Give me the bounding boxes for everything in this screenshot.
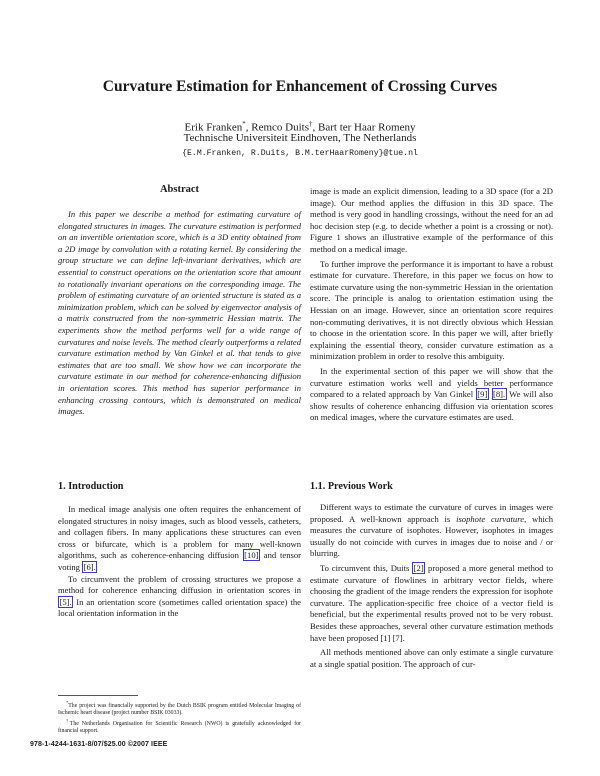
- author-separator: ,: [312, 121, 319, 134]
- paragraph: [58, 574, 301, 620]
- paper-title: Curvature Estimation for Enhancement of Crossing Curves: [102, 78, 498, 95]
- footnote-mark: *: [66, 700, 69, 705]
- footnote-mark-1: *: [242, 120, 246, 128]
- author-separator: ,: [245, 121, 252, 134]
- paragraph: [310, 563, 553, 644]
- abstract-heading: Abstract: [159, 184, 200, 195]
- introduction-body: [58, 504, 301, 620]
- footnote-1: [58, 699, 301, 717]
- previous-work-body: [310, 502, 553, 670]
- footnote-mark: †: [66, 717, 70, 723]
- subsection-heading-previous-work: 1.1. Previous Work: [310, 481, 393, 492]
- citation-link-8[interactable]: [8].: [493, 389, 506, 400]
- paragraph-text: In the experimental section of this paper we will show that the curvature estimation works well and yields better performance compared to a related approach by Van Ginkel: [310, 365, 553, 400]
- isbn-copyright: 978-1-4244-1631-8/07/$25.00 ©2007 IEEE: [30, 741, 168, 748]
- paragraph-text: and tensor voting: [58, 550, 301, 572]
- paragraph: To further improve the performance it is important to have a robust estimate for curvature. Therefore, in this paper we focus on how to estimate curvature using the non-symmetric Hessian in the orientation score. The principle is analog to orientation estimation using the Hessian on an image. However, since an orientation score requires non-commuting derivatives, it is not directly obvious which Hessian to choose in the orientation score. In this paper we will, after briefly explaining the essential theory, consider curvature estimation as a minimization problem in order to resolve this ambiguity.: [310, 258, 553, 362]
- emphasis-text: isophote curvature: [456, 513, 525, 524]
- right-column-body: [310, 186, 553, 424]
- paragraph: [58, 504, 301, 574]
- paragraph-text: , which measures the curvature of isophotes. However, isophotes in images usually do not coincide with curves in images due to noise and / or blurring.: [310, 513, 553, 559]
- paragraph: [310, 502, 553, 560]
- citation-link-5[interactable]: [5].: [59, 596, 72, 607]
- paragraph-text: proposed a more general method to estimate curvature of flowlines in arbitrary vector fields, where choosing the gradient of the image renders the expression for isophote curvature. The application-specific free choice of a vector field is beneficial, but the experimental results proved not to be very robust. Besides these approaches, several other curvature estimation methods have been proposed [1] [7].: [310, 562, 553, 643]
- author-romeny: Bart ter Haar Romeny: [318, 121, 416, 134]
- footnote-2: [58, 717, 301, 735]
- paragraph-text: To circumvent the problem of crossing structures we propose a method for coherence enhancing diffusion in orientation scores in: [58, 573, 301, 596]
- paragraph: [310, 366, 553, 424]
- footnote-rule: [58, 695, 138, 696]
- citation-link-10[interactable]: [10]: [244, 550, 259, 561]
- citation-link-9[interactable]: [9]: [477, 389, 488, 400]
- footnote-mark-2: †: [309, 120, 313, 128]
- citation-link-6[interactable]: [6].: [83, 561, 96, 572]
- footnote-text: The project was financially supported by the Dutch BSIK program entitled Molecular Imaging of Ischemic heart disease (project number BSIK 03033).: [58, 702, 301, 716]
- author-email: {E.M.Franken, R.Duits, B.M.terHaarRomeny}@tue.nl: [182, 149, 418, 158]
- footnotes: [58, 699, 301, 735]
- paragraph: image is made an explicit dimension, leading to a 3D space (for a 2D image). Our method applies the diffusion in this 3D space. The method is very good in handling crossings, without the need for an ad hoc decision step (e.g. to decide whether a point is a crossing or not). Figure 1 shows an illustrative example of the performance of this method on a medical image.: [310, 186, 553, 254]
- paragraph-text: In an orientation score (sometimes called orientation space) the local orientation information in the: [58, 596, 301, 619]
- citation-link-2[interactable]: [2]: [413, 562, 424, 573]
- affiliation: Technische Universiteit Eindhoven, The Netherlands: [183, 132, 417, 144]
- author-duits: Remco Duits: [251, 121, 310, 134]
- footnote-text: The Netherlands Organisation for Scientific Research (NWO) is gratefully acknowledged for financial support.: [58, 720, 301, 734]
- paragraph-text: To circumvent this, Duits: [320, 562, 413, 573]
- section-heading-introduction: 1. Introduction: [58, 481, 124, 492]
- author-franken: Erik Franken: [184, 121, 243, 134]
- abstract-text: In this paper we describe a method for estimating curvature of elongated structures in images. The curvature estimation is performed on an invertible orientation score, which is a 3D entity obtained from a 2D image by convolution with a rotating kernel. By considering the group structure we can define left-invariant derivatives, which are essential to construct operations on the orientation score that amount to rotationally invariant operations on the corresponding image. The problem of estimating curvature of an oriented structure is stated as a minimization problem, which can be solved by eigenvector analysis of a matrix constructed from the non-symmetric Hessian matrix. The experiments show the method performs well for a wide range of curvatures and noise levels. The method clearly outperforms a related curvature estimation method by Van Ginkel et al. that tends to give estimates that are too small. We show how we can incorporate the curvature estimate in our method for coherence-enhancing diffusion in orientation scores. This method has superior performance in enhancing crossing contours, which is demonstrated on medical images.: [58, 209, 301, 417]
- paragraph: All methods mentioned above can only estimate a single curvature at a single spatial position. The approach of cur-: [310, 647, 553, 669]
- paragraph-text: We will also show results of coherence enhancing diffusion via orientation scores on medical images, where the curvature estimates are used.: [310, 389, 553, 423]
- paragraph-text: In medical image analysis one often requires the enhancement of elongated structures in noisy images, such as blood vessels, catheters, and collagen fibers. In many applications these structures can even cross or bifurcate, which is a problem for many well-known algorithms, such as coherence-enhancing diffusion: [58, 504, 301, 561]
- paragraph-text: Different ways to estimate the curvature of curves in images were proposed. A well-known approach is: [310, 502, 553, 524]
